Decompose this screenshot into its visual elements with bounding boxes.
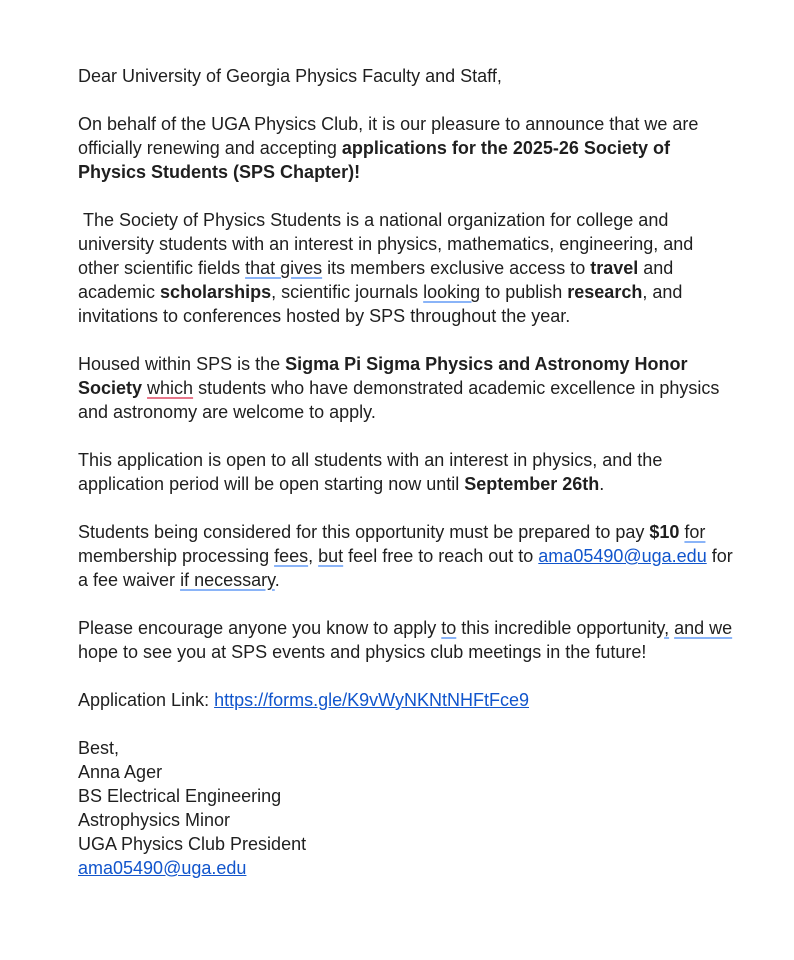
text: Housed within SPS is the xyxy=(78,354,286,374)
signature-email-link[interactable]: ama05490@uga.edu xyxy=(78,858,247,878)
grammar-suggestion[interactable]: fees xyxy=(274,546,309,566)
text: , and invitations to conferences hosted by SPS throughout the year. xyxy=(78,282,683,326)
application-link-label: Application Link: xyxy=(78,690,215,710)
text: , xyxy=(308,546,319,566)
grammar-suggestion[interactable]: and we xyxy=(674,618,733,638)
bold-text: $10 xyxy=(649,522,680,542)
text: Please encourage anyone you know to apply xyxy=(78,618,442,638)
bold-text: Sigma Pi Sigma Physics and Astronomy Honor Society xyxy=(78,354,688,398)
paragraph-application-link xyxy=(78,688,738,712)
grammar-suggestion[interactable]: if necessary xyxy=(180,570,275,590)
paragraph-honor-society xyxy=(78,352,738,424)
text: this incredible opportunity xyxy=(456,618,665,638)
signer-minor: Astrophysics Minor xyxy=(78,810,231,830)
closing: Best, xyxy=(78,738,120,758)
text: its members exclusive access to xyxy=(322,258,591,278)
bold-text: scholarships xyxy=(160,282,272,302)
text: The Society of Physics Students is a national organization for college and university students with an interest in physics, mathematics, engineering, and other scientific fields xyxy=(78,210,694,278)
paragraph-sps-description xyxy=(78,208,738,328)
grammar-suggestion[interactable]: for xyxy=(684,522,706,542)
grammar-suggestion[interactable]: looking xyxy=(423,282,481,302)
spelling-suggestion[interactable]: which xyxy=(147,378,194,398)
text: . xyxy=(599,474,605,494)
grammar-suggestion[interactable]: , xyxy=(664,618,670,638)
text: . xyxy=(274,570,280,590)
letter-body xyxy=(78,64,738,904)
paragraph-application-period xyxy=(78,448,738,496)
grammar-suggestion[interactable]: that gives xyxy=(245,258,323,278)
text: This application is open to all students with an interest in physics, and the application period will be open starting now until xyxy=(78,450,663,494)
bold-text: September 26th xyxy=(464,474,600,494)
text: and academic xyxy=(78,258,674,302)
paragraph-encouragement xyxy=(78,616,738,664)
signer-role: UGA Physics Club President xyxy=(78,834,307,854)
signature-block xyxy=(78,736,738,880)
bold-text: research xyxy=(567,282,643,302)
text: , scientific journals xyxy=(271,282,424,302)
text: On behalf of the UGA Physics Club, it is our pleasure to announce that we are officially renewing and accepting xyxy=(78,114,699,158)
text: Students being considered for this opportunity must be prepared to pay xyxy=(78,522,650,542)
signer-degree: BS Electrical Engineering xyxy=(78,786,282,806)
signer-name: Anna Ager xyxy=(78,762,163,782)
bold-text: travel xyxy=(590,258,639,278)
text: feel free to reach out to xyxy=(343,546,539,566)
text: for a fee waiver xyxy=(78,546,733,590)
paragraph-announcement xyxy=(78,112,738,184)
paragraph-fees xyxy=(78,520,738,592)
text: membership processing xyxy=(78,546,275,566)
text: hope to see you at SPS events and physics club meetings in the future! xyxy=(78,642,647,662)
grammar-suggestion[interactable]: but xyxy=(318,546,344,566)
bold-text: applications for the 2025-26 Society of Physics Students (SPS Chapter)! xyxy=(78,138,670,182)
email-link[interactable]: ama05490@uga.edu xyxy=(538,546,707,566)
grammar-suggestion[interactable]: to xyxy=(441,618,457,638)
greeting: Dear University of Georgia Physics Faculty and Staff, xyxy=(78,66,502,86)
text: students who have demonstrated academic excellence in physics and astronomy are welcome to apply. xyxy=(78,378,720,422)
text: to publish xyxy=(480,282,568,302)
application-form-link[interactable]: https://forms.gle/K9vWyNKNtNHFtFce9 xyxy=(214,690,530,710)
